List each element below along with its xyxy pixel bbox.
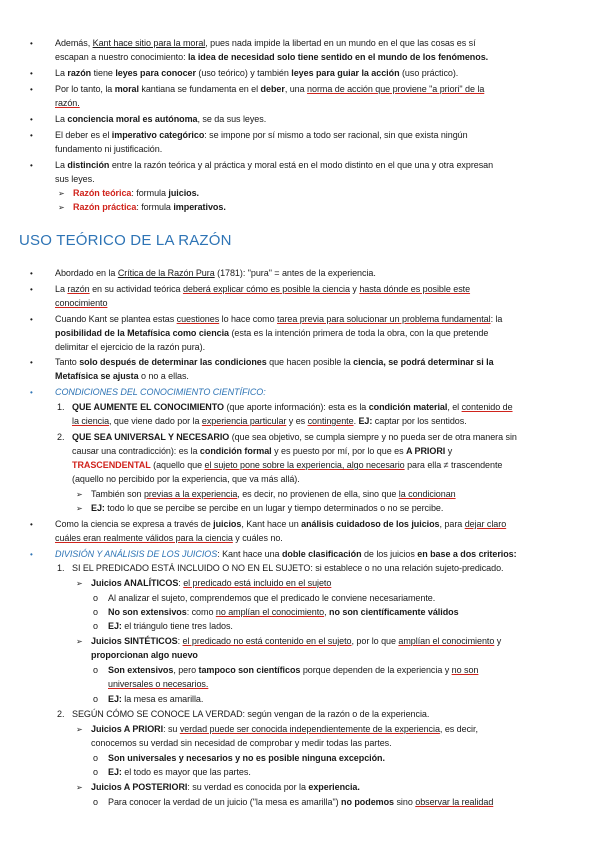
arrow-icon: ➢	[58, 189, 65, 198]
list-number: 1.	[57, 563, 65, 573]
paragraph-line: (aquello no percibido por la experiencia, que va más allá).	[72, 474, 300, 484]
bullet-icon: •	[30, 85, 33, 94]
paragraph-line: sus leyes.	[55, 174, 95, 184]
subitem-line: Son universales y necesarios y no es posible ninguna excepción.	[108, 753, 385, 763]
paragraph-line: razón.	[55, 98, 80, 108]
paragraph-line: delimitar el ejercicio de la razón pura).	[55, 342, 206, 352]
circle-bullet-icon: o	[93, 665, 98, 675]
subitem-line: proporcionan algo nuevo	[91, 650, 198, 660]
paragraph-line: posibilidad de la Metafísica como ciencia (esta es la intención primera de toda la obra, con la que pretende	[55, 328, 489, 338]
circle-bullet-icon: o	[93, 753, 98, 763]
subitem-line: También son previas a la experiencia, es decir, no provienen de ella, sino que la condicionan	[91, 489, 456, 499]
bullet-icon: •	[30, 315, 33, 324]
bullet-icon: •	[30, 69, 33, 78]
bullet-icon: •	[30, 520, 33, 529]
arrow-icon: ➢	[76, 490, 83, 499]
paragraph-line: La conciencia moral es autónoma, se da sus leyes.	[55, 114, 267, 124]
paragraph-line: SI EL PREDICADO ESTÁ INCLUIDO O NO EN EL SUJETO: si establece o no una relación sujeto-predicado.	[72, 563, 504, 573]
circle-bullet-icon: o	[93, 797, 98, 807]
arrow-icon: ➢	[76, 579, 83, 588]
paragraph-line: Por lo tanto, la moral kantiana se fundamenta en el deber, una norma de acción que proviene "a priori" de la	[55, 84, 485, 94]
paragraph-line: La razón en su actividad teórica deberá explicar cómo es posible la ciencia y hasta dónde es posible este	[55, 284, 471, 294]
subitem-line: EJ: el triángulo tiene tres lados.	[108, 621, 233, 631]
paragraph-line: la ciencia, que viene dado por la experiencia particular y es contingente. EJ: captar por los sentidos.	[72, 416, 467, 426]
arrow-icon: ➢	[76, 637, 83, 646]
paragraph-line: fundamento ni justificación.	[55, 144, 163, 154]
paragraph-line: escapan a nuestro conocimiento: la idea de necesidad solo tiene sentido en el mundo de los fenómenos.	[55, 52, 489, 62]
paragraph-line: conocimiento	[55, 298, 108, 308]
circle-bullet-icon: o	[93, 694, 98, 704]
paragraph-line: Abordado en la Crítica de la Razón Pura (1781): "pura" = antes de la experiencia.	[55, 268, 376, 278]
subheading: CONDICIONES DEL CONOCIMIENTO CIENTÍFICO:	[55, 387, 266, 397]
arrow-icon: ➢	[58, 203, 65, 212]
circle-bullet-icon: o	[93, 607, 98, 617]
subitem-line: EJ: la mesa es amarilla.	[108, 694, 204, 704]
subitem-line: conocemos su verdad sin necesidad de comprobar y medir todas las partes.	[91, 738, 392, 748]
bullet-icon: •	[30, 388, 33, 397]
paragraph-line: Cuando Kant se plantea estas cuestiones lo hace como tarea previa para solucionar un problema fundamental: la	[55, 314, 503, 324]
paragraph-line: SEGÚN CÓMO SE CONOCE LA VERDAD: según vengan de la razón o de la experiencia.	[72, 709, 430, 719]
subitem-line: Para conocer la verdad de un juicio ("la mesa es amarilla") no podemos sino observar la realidad	[108, 797, 494, 807]
bullet-icon: •	[30, 115, 33, 124]
paragraph-line: TRASCENDENTAL (aquello que el sujeto pone sobre la experiencia, algo necesario para ella ≠ trascendente	[72, 460, 503, 470]
paragraph-line: La razón tiene leyes para conocer (uso teórico) y también leyes para guiar la acción (uso práctico).	[55, 68, 459, 78]
arrow-icon: ➢	[76, 504, 83, 513]
bullet-icon: •	[30, 550, 33, 559]
subitem-line: EJ: el todo es mayor que las partes.	[108, 767, 251, 777]
bullet-icon: •	[30, 285, 33, 294]
subitem-line: Juicios ANALÍTICOS: el predicado está incluido en el sujeto	[91, 578, 332, 588]
subitem-line: Son extensivos, pero tampoco son científicos porque dependen de la experiencia y no son	[108, 665, 479, 675]
circle-bullet-icon: o	[93, 593, 98, 603]
subitem-line: Juicios A PRIORI: su verdad puede ser conocida independientemente de la experiencia, es decir,	[91, 724, 478, 734]
paragraph-line: QUE SEA UNIVERSAL Y NECESARIO (que sea objetivo, se cumpla siempre y no pueda ser de otra manera sin	[72, 432, 517, 442]
paragraph-line: cuáles eran realmente válidos para la ciencia y cuáles no.	[55, 533, 283, 543]
arrow-icon: ➢	[76, 725, 83, 734]
bullet-icon: •	[30, 131, 33, 140]
paragraph-line: Como la ciencia se expresa a través de juicios, Kant hace un análisis cuidadoso de los juicios, para dejar claro	[55, 519, 507, 529]
paragraph-line: causar una contradicción): es la condición formal y es puesto por mí, por lo que es A PRIORI y	[72, 446, 453, 456]
bullet-icon: •	[30, 358, 33, 367]
paragraph-line: El deber es el imperativo categórico: se impone por sí mismo a todo ser racional, sin que exista ningún	[55, 130, 468, 140]
subitem-line: EJ: todo lo que se percibe se percibe en un lugar y tiempo determinados o no se percibe.	[91, 503, 444, 513]
paragraph-line: Tanto solo después de determinar las condiciones que hacen posible la ciencia, se podrá determinar si la	[55, 357, 494, 367]
list-number: 2.	[57, 709, 65, 719]
bullet-icon: •	[30, 269, 33, 278]
bullet-icon: •	[30, 39, 33, 48]
bullet-icon: •	[30, 161, 33, 170]
subitem-line: Al analizar el sujeto, comprendemos que el predicado le conviene necesariamente.	[108, 593, 436, 603]
section-heading: USO TEÓRICO DE LA RAZÓN	[19, 232, 232, 249]
circle-bullet-icon: o	[93, 767, 98, 777]
subitem-line: Juicios A POSTERIORI: su verdad es conocida por la experiencia.	[91, 782, 360, 792]
paragraph-line: La distinción entre la razón teórica y al práctica y moral está en el modo distinto en el que una y otra expresan	[55, 160, 494, 170]
list-number: 2.	[57, 432, 65, 442]
subitem-line: No son extensivos: como no amplían el conocimiento, no son científicamente válidos	[108, 607, 459, 617]
subitem-line: Juicios SINTÉTICOS: el predicado no está contenido en el sujeto, por lo que amplían el conocimiento y	[91, 636, 502, 646]
subitem-line: Razón práctica: formula imperativos.	[73, 202, 226, 212]
paragraph-line: QUE AUMENTE EL CONOCIMIENTO (que aporte información): esta es la condición material, el contenido de	[72, 402, 513, 412]
subitem-line: Razón teórica: formula juicios.	[73, 188, 199, 198]
paragraph-line: Metafísica se ajusta o no a ellas.	[55, 371, 189, 381]
paragraph-line: DIVISIÓN Y ANÁLISIS DE LOS JUICIOS: Kant hace una doble clasificación de los juicios en base a dos criterios:	[55, 549, 517, 559]
circle-bullet-icon: o	[93, 621, 98, 631]
subitem-line: universales o necesarios.	[108, 679, 209, 689]
list-number: 1.	[57, 402, 65, 412]
arrow-icon: ➢	[76, 783, 83, 792]
paragraph-line: Además, Kant hace sitio para la moral, pues nada impide la libertad en un mundo en el que las cosas es sí	[55, 38, 476, 48]
